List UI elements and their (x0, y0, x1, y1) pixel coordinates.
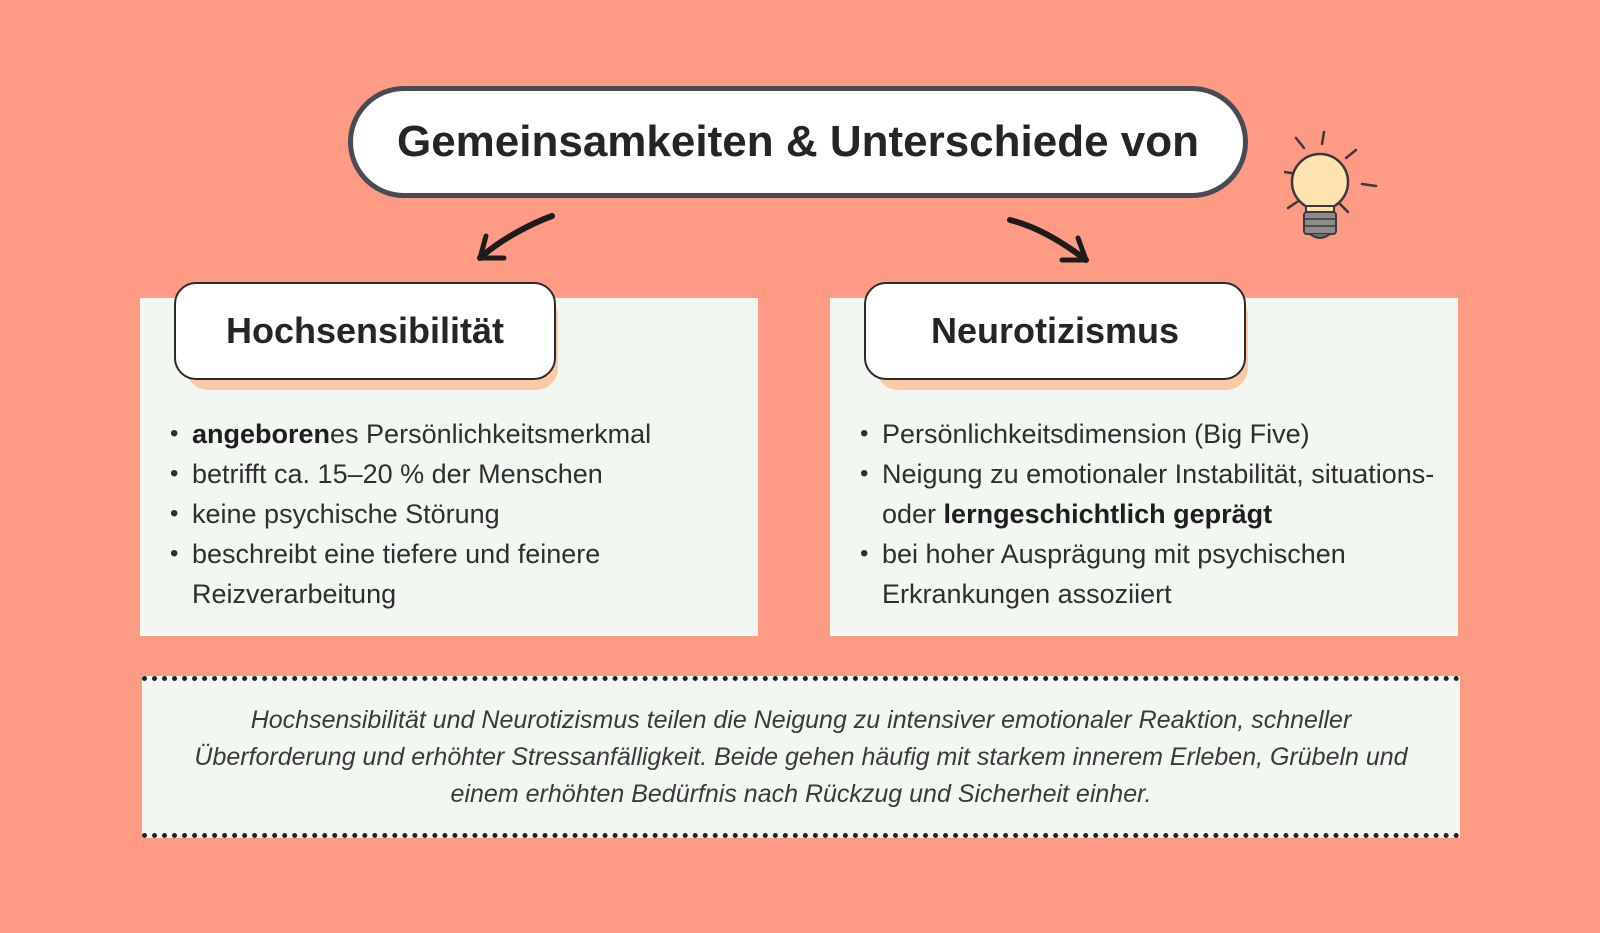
panel-hochsensibilitaet (140, 298, 758, 636)
bullet-list-neurotizismus (860, 414, 1448, 614)
bullet-item: • keine psychische Störung (170, 494, 748, 534)
bullet-item: • Persönlichkeitsdimension (Big Five) (860, 414, 1448, 454)
bullet-item: • angeborenes Persönlichkeitsmerkmal (170, 414, 748, 454)
bullet-item: • betrifft ca. 15–20 % der Menschen (170, 454, 748, 494)
summary-box (142, 676, 1460, 838)
lightbulb-icon (1284, 128, 1394, 253)
arrow-down-left-icon (470, 208, 560, 268)
label-hochsensibilitaet: Hochsensibilität (174, 282, 556, 380)
bullet-item: • beschreibt eine tiefere und feinere Reizverarbeitung (170, 534, 748, 614)
bullet-item: • Neigung zu emotionaler Instabilität, situations- oder lerngeschichtlich geprägt (860, 454, 1448, 534)
arrow-down-right-icon (1004, 210, 1094, 270)
bullet-item: • bei hoher Ausprägung mit psychischen Erkrankungen assoziiert (860, 534, 1448, 614)
bullet-list-hochsensibilitaet (170, 414, 748, 614)
label-neurotizismus: Neurotizismus (864, 282, 1246, 380)
summary-text: Hochsensibilität und Neurotizismus teilen die Neigung zu intensiver emotionaler Reaktion, schneller Überforderung und erhöhter Stressanfälligkeit. Beide gehen häufig mit starkem innerem Erleben, Grübeln und einem erhöhten Bedürfnis nach Rückzug und Sicherheit einher. (194, 705, 1408, 808)
panel-neurotizismus (830, 298, 1458, 636)
diagram-title: Gemeinsamkeiten & Unterschiede von (348, 86, 1248, 198)
